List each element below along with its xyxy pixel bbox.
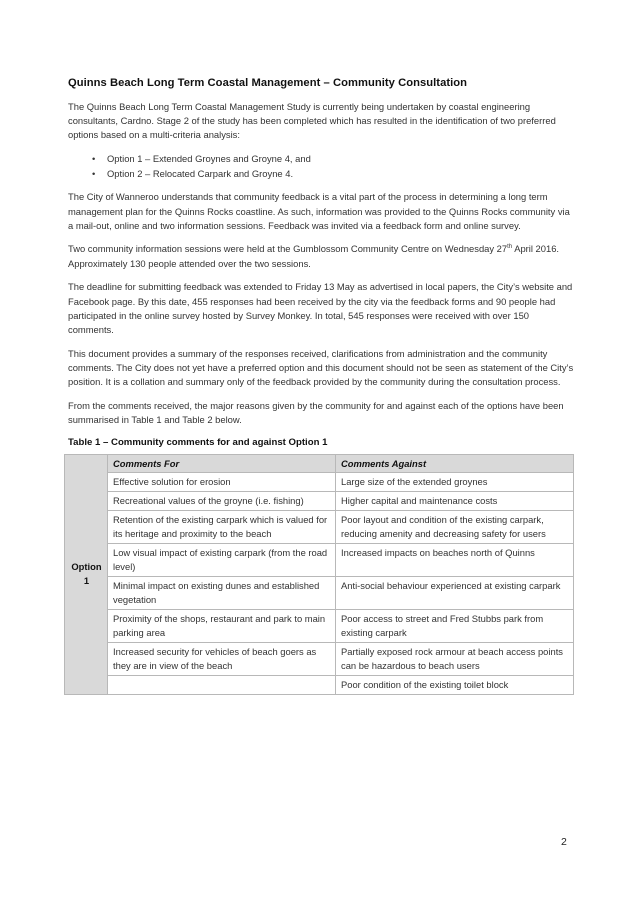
table-row [65, 472, 574, 491]
comments-paragraph: From the comments received, the major reasons given by the community for and against each of the options have been summarised in Table 1 and Table 2 below. [68, 399, 564, 425]
page-content [68, 77, 576, 695]
bullet-icon: • [92, 167, 96, 179]
table-row [65, 609, 574, 642]
comment-for-cell: Minimal impact on existing dunes and established vegetation [108, 576, 336, 609]
sessions-paragraph [68, 242, 576, 270]
comment-for-cell: Recreational values of the groyne (i.e. fishing) [108, 491, 336, 510]
table-row [65, 543, 574, 576]
list-item [92, 167, 576, 182]
table-row [65, 642, 574, 675]
bullet-icon: • [92, 153, 96, 165]
sessions-text-end: April 2016. Approximately 130 people attended over the two sessions. [68, 243, 560, 269]
comment-against-cell: Anti-social behaviour experienced at existing carpark [336, 576, 574, 609]
comment-for-cell: Proximity of the shops, restaurant and park to main parking area [108, 609, 336, 642]
summary-paragraph: This document provides a summary of the responses received, clarifications from administration and the community comments. The City does not yet have a preferred option and this document should not be seen as statement of the City’s position. It is a collation and summary only of the feedback provided by the community during the consultation process. [68, 347, 574, 388]
list-item [92, 152, 576, 167]
table-row [65, 576, 574, 609]
comment-against-cell: Poor layout and condition of the existing carpark, reducing amenity and decreasing safety for users [336, 510, 574, 543]
comment-for-cell: Retention of the existing carpark which is valued for its heritage and proximity to the beach [108, 510, 336, 543]
intro-paragraph: The Quinns Beach Long Term Coastal Management Study is currently being undertaken by coastal engineering consultants, Cardno. Stage 2 of the study has been completed which has resulted in the identification of two preferred options based on a multi-criteria analysis: [68, 101, 556, 141]
comment-for-cell: Increased security for vehicles of beach goers as they are in view of the beach [108, 642, 336, 675]
list-item-text: Option 2 – Relocated Carpark and Groyne 4. [107, 167, 294, 179]
header-comments-for: Comments For [108, 454, 336, 472]
comment-against-cell: Increased impacts on beaches north of Quinns [336, 543, 574, 576]
option-label-cell: Option 1 [65, 454, 108, 694]
comment-against-cell: Poor condition of the existing toilet block [336, 675, 574, 694]
table-row [65, 491, 574, 510]
table-row [65, 675, 574, 694]
table-row [65, 510, 574, 543]
table-title: Table 1 – Community comments for and against Option 1 [68, 436, 328, 448]
options-list [68, 152, 576, 181]
table-header-row [65, 454, 574, 472]
comment-against-cell: Partially exposed rock armour at beach access points can be hazardous to beach users [336, 642, 574, 675]
comment-against-cell: Large size of the extended groynes [336, 472, 574, 491]
comment-for-cell: Effective solution for erosion [108, 472, 336, 491]
list-item-text: Option 1 – Extended Groynes and Groyne 4, and [107, 153, 311, 165]
page-number: 2 [561, 836, 567, 848]
sessions-text-start: Two community information sessions were held at the Gumblossom Community Centre on Wednesday 27 [68, 243, 508, 255]
deadline-paragraph: The deadline for submitting feedback was extended to Friday 13 May as advertised in local papers, the City’s website and Facebook page. By this date, 455 responses had been received by the city via the feedback forms and 90 people had participated in the online survey hosted by Survey Monkey. In total, 545 responses were received with over 150 comments. [68, 281, 573, 335]
date-ordinal: th [507, 244, 513, 251]
page-title: Quinns Beach Long Term Coastal Management – Community Consultation [68, 77, 468, 89]
comment-for-cell [108, 675, 336, 694]
comment-for-cell: Low visual impact of existing carpark (from the road level) [108, 543, 336, 576]
comments-table [64, 454, 574, 695]
feedback-paragraph: The City of Wanneroo understands that community feedback is a vital part of the process in determining a long term management plan for the Quinns Rocks coastline. As such, information was provided to the Quinns Rocks community via a mail-out, online and two information sessions. Feedback was invited via a feedback form and online survey. [68, 191, 570, 231]
comment-against-cell: Poor access to street and Fred Stubbs park from existing carpark [336, 609, 574, 642]
header-comments-against: Comments Against [336, 454, 574, 472]
comment-against-cell: Higher capital and maintenance costs [336, 491, 574, 510]
